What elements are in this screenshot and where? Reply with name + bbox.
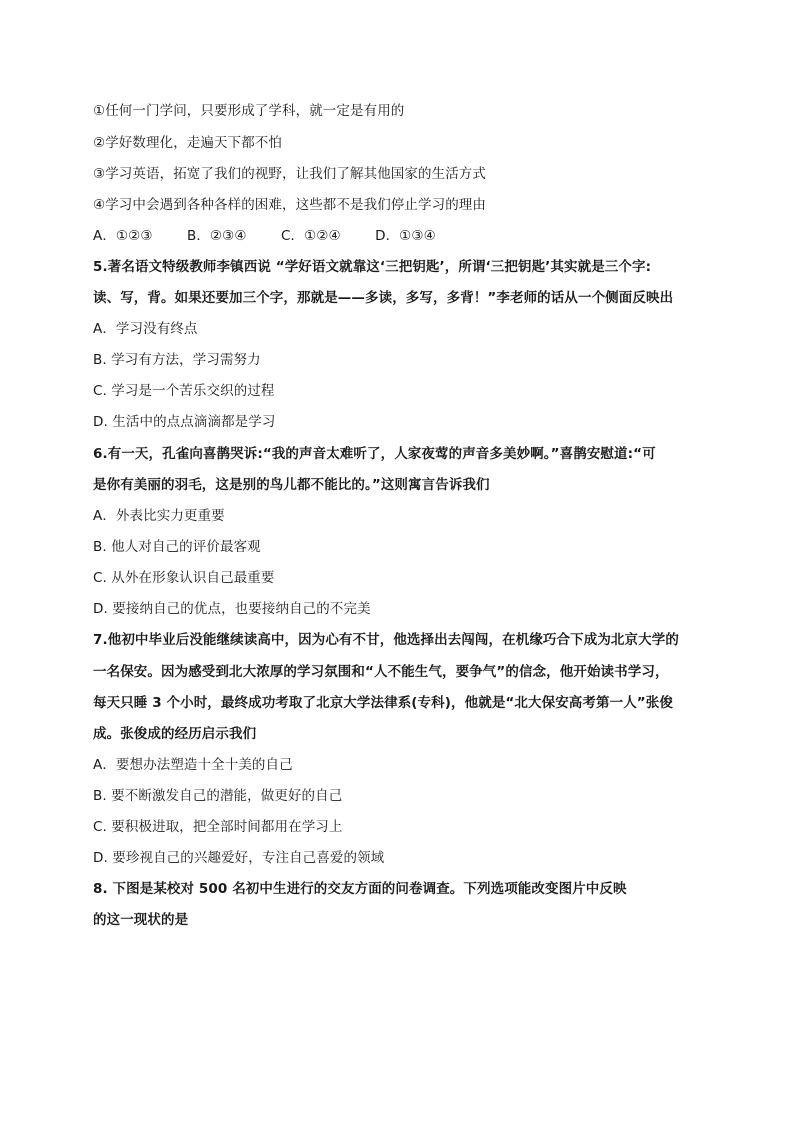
q7-option-d: D. 要珍视自己的兴趣爱好，专注自己喜爱的领域 bbox=[93, 850, 385, 866]
q6-option-d: D. 要接纳自己的优点，也要接纳自己的不完美 bbox=[93, 601, 371, 617]
statement-3: ③学习英语，拓宽了我们的视野，让我们了解其他国家的生活方式 bbox=[93, 166, 487, 182]
q7-option-c: C. 要积极进取，把全部时间都用在学习上 bbox=[93, 819, 343, 835]
q7-option-b: B. 要不断激发自己的潜能，做更好的自己 bbox=[93, 788, 343, 804]
q8-stem-line-2: 的这一现状的是 bbox=[93, 912, 189, 928]
q6-option-a: A．外表比实力更重要 bbox=[93, 508, 225, 524]
q4-option-c: C．①②④ bbox=[280, 228, 341, 244]
q7-stem-line-4: 成。张俊成的经历启示我们 bbox=[93, 726, 257, 742]
q4-option-b: B．②③④ bbox=[186, 228, 247, 244]
q7-stem-line-3: 每天只睡 3 个小时，最终成功考取了北京大学法律系(专科)，他就是“北大保安高考第一人”张俊 bbox=[93, 695, 673, 711]
q4-options-row bbox=[93, 226, 705, 246]
q6-option-c: C. 从外在形象认识自己最重要 bbox=[93, 570, 275, 586]
q5-option-c: C. 学习是一个苦乐交织的过程 bbox=[93, 383, 275, 399]
q4-option-d: D．①③④ bbox=[375, 228, 436, 244]
statement-2: ②学好数理化，走遍天下都不怕 bbox=[93, 135, 283, 151]
q5-option-b: B. 学习有方法，学习需努力 bbox=[93, 352, 261, 368]
q6-stem-line-2: 是你有美丽的羽毛，这是别的鸟儿都不能比的。”这则寓言告诉我们 bbox=[93, 477, 490, 493]
q5-stem-line-2: 读、写，背。如果还要加三个字，那就是——多读，多写，多背！”李老师的话从一个侧面反映出 bbox=[93, 290, 674, 306]
q6-option-b: B. 他人对自己的评价最客观 bbox=[93, 539, 261, 555]
q5-option-a: A．学习没有终点 bbox=[93, 321, 198, 337]
q5-option-d: D. 生活中的点点滴滴都是学习 bbox=[93, 414, 276, 430]
q8-stem-line-1: 8. 下图是某校对 500 名初中生进行的交友方面的问卷调查。下列选项能改变图片中反映 bbox=[93, 881, 627, 897]
q7-option-a: A．要想办法塑造十全十美的自己 bbox=[93, 757, 293, 773]
statement-4: ④学习中会遇到各种各样的困难，这些都不是我们停止学习的理由 bbox=[93, 197, 487, 213]
q7-stem-line-2: 一名保安。因为感受到北大浓厚的学习氛围和“人不能生气，要争气”的信念，他开始读书学习， bbox=[93, 664, 669, 680]
q6-stem-line-1: 6.有一天，孔雀向喜鹊哭诉:“我的声音太难听了，人家夜莺的声音多美妙啊。”喜鹊安慰道:“可 bbox=[93, 446, 656, 462]
q4-option-a: A．①②③ bbox=[93, 228, 153, 244]
q7-stem-line-1: 7.他初中毕业后没能继续读高中，因为心有不甘，他选择出去闯闯，在机缘巧合下成为北京大学的 bbox=[93, 632, 679, 648]
statement-1: ①任何一门学问，只要形成了学科，就一定是有用的 bbox=[93, 103, 405, 119]
q5-stem-line-1: 5.著名语文特级教师李镇西说 “学好语文就靠这‘三把钥匙’，所谓‘三把钥匙’其实就是三个字: bbox=[93, 259, 652, 275]
